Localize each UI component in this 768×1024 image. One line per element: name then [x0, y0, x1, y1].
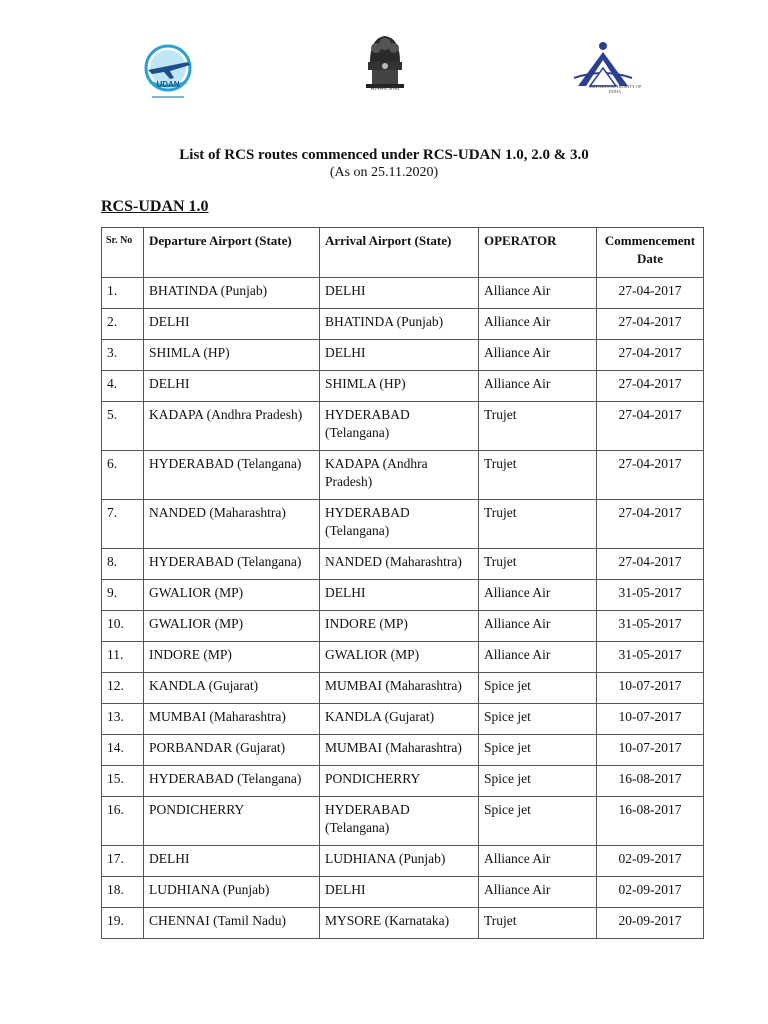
- cell-sr-no: 2.: [102, 309, 144, 340]
- cell-operator: Alliance Air: [479, 580, 597, 611]
- cell-departure: DELHI: [144, 846, 320, 877]
- cell-departure: BHATINDA (Punjab): [144, 278, 320, 309]
- cell-arrival: HYDERABAD (Telangana): [320, 402, 479, 451]
- cell-arrival: BHATINDA (Punjab): [320, 309, 479, 340]
- table-row: [102, 451, 704, 500]
- header-departure: Departure Airport (State): [144, 228, 320, 278]
- table-row: [102, 642, 704, 673]
- cell-date: 10-07-2017: [597, 673, 704, 704]
- cell-date: 10-07-2017: [597, 704, 704, 735]
- cell-arrival: KADAPA (Andhra Pradesh): [320, 451, 479, 500]
- cell-arrival: DELHI: [320, 340, 479, 371]
- cell-date: 27-04-2017: [597, 340, 704, 371]
- cell-sr-no: 10.: [102, 611, 144, 642]
- cell-sr-no: 7.: [102, 500, 144, 549]
- table-row: [102, 611, 704, 642]
- cell-sr-no: 4.: [102, 371, 144, 402]
- cell-sr-no: 9.: [102, 580, 144, 611]
- cell-operator: Alliance Air: [479, 340, 597, 371]
- cell-sr-no: 6.: [102, 451, 144, 500]
- cell-departure: GWALIOR (MP): [144, 580, 320, 611]
- cell-arrival: PONDICHERRY: [320, 766, 479, 797]
- table-row: [102, 402, 704, 451]
- cell-date: 10-07-2017: [597, 735, 704, 766]
- table-row: [102, 877, 704, 908]
- cell-sr-no: 15.: [102, 766, 144, 797]
- cell-operator: Alliance Air: [479, 611, 597, 642]
- cell-date: 27-04-2017: [597, 278, 704, 309]
- cell-arrival: DELHI: [320, 580, 479, 611]
- cell-sr-no: 11.: [102, 642, 144, 673]
- svg-text:UDAN: UDAN: [156, 80, 180, 89]
- cell-date: 20-09-2017: [597, 908, 704, 939]
- cell-arrival: NANDED (Maharashtra): [320, 549, 479, 580]
- cell-arrival: DELHI: [320, 278, 479, 309]
- cell-operator: Spice jet: [479, 704, 597, 735]
- cell-sr-no: 1.: [102, 278, 144, 309]
- cell-operator: Alliance Air: [479, 278, 597, 309]
- cell-operator: Alliance Air: [479, 309, 597, 340]
- cell-operator: Alliance Air: [479, 642, 597, 673]
- cell-departure: LUDHIANA (Punjab): [144, 877, 320, 908]
- table-row: [102, 908, 704, 939]
- cell-operator: Alliance Air: [479, 877, 597, 908]
- cell-sr-no: 5.: [102, 402, 144, 451]
- table-row: [102, 673, 704, 704]
- table-row: [102, 278, 704, 309]
- emblem-caption: सत्यमेव जयते: [370, 86, 400, 92]
- aai-caption: AIRPORTS AUTHORITY OF INDIA: [588, 84, 642, 94]
- cell-departure: SHIMLA (HP): [144, 340, 320, 371]
- cell-sr-no: 18.: [102, 877, 144, 908]
- header-sr-no: Sr. No: [102, 228, 144, 278]
- table-row: [102, 766, 704, 797]
- table-row: [102, 309, 704, 340]
- cell-operator: Alliance Air: [479, 371, 597, 402]
- cell-departure: INDORE (MP): [144, 642, 320, 673]
- cell-date: 16-08-2017: [597, 797, 704, 846]
- cell-departure: HYDERABAD (Telangana): [144, 766, 320, 797]
- cell-sr-no: 16.: [102, 797, 144, 846]
- cell-departure: KANDLA (Gujarat): [144, 673, 320, 704]
- cell-operator: Trujet: [479, 549, 597, 580]
- header-commencement-date: Commencement Date: [597, 228, 704, 278]
- cell-date: 31-05-2017: [597, 642, 704, 673]
- table-row: [102, 797, 704, 846]
- cell-date: 31-05-2017: [597, 611, 704, 642]
- document-title: List of RCS routes commenced under RCS-UDAN 1.0, 2.0 & 3.0: [179, 147, 589, 163]
- cell-operator: Trujet: [479, 402, 597, 451]
- cell-arrival: LUDHIANA (Punjab): [320, 846, 479, 877]
- cell-departure: HYDERABAD (Telangana): [144, 451, 320, 500]
- cell-sr-no: 17.: [102, 846, 144, 877]
- table-row: [102, 580, 704, 611]
- cell-operator: Spice jet: [479, 673, 597, 704]
- table-row: [102, 500, 704, 549]
- cell-date: 27-04-2017: [597, 500, 704, 549]
- cell-departure: DELHI: [144, 309, 320, 340]
- cell-date: 02-09-2017: [597, 846, 704, 877]
- table-row: [102, 340, 704, 371]
- table-row: [102, 846, 704, 877]
- cell-arrival: GWALIOR (MP): [320, 642, 479, 673]
- header-arrival: Arrival Airport (State): [320, 228, 479, 278]
- cell-arrival: MYSORE (Karnataka): [320, 908, 479, 939]
- cell-operator: Spice jet: [479, 766, 597, 797]
- cell-date: 02-09-2017: [597, 877, 704, 908]
- cell-arrival: HYDERABAD (Telangana): [320, 500, 479, 549]
- cell-arrival: MUMBAI (Maharashtra): [320, 673, 479, 704]
- table-row: [102, 371, 704, 402]
- cell-sr-no: 8.: [102, 549, 144, 580]
- cell-operator: Trujet: [479, 908, 597, 939]
- cell-operator: Spice jet: [479, 797, 597, 846]
- cell-date: 27-04-2017: [597, 309, 704, 340]
- table-header-row: [102, 228, 704, 278]
- cell-arrival: DELHI: [320, 877, 479, 908]
- cell-departure: HYDERABAD (Telangana): [144, 549, 320, 580]
- routes-table: [101, 227, 704, 939]
- cell-operator: Alliance Air: [479, 846, 597, 877]
- cell-departure: PONDICHERRY: [144, 797, 320, 846]
- cell-operator: Trujet: [479, 500, 597, 549]
- cell-departure: KADAPA (Andhra Pradesh): [144, 402, 320, 451]
- table-row: [102, 704, 704, 735]
- cell-arrival: SHIMLA (HP): [320, 371, 479, 402]
- cell-operator: Spice jet: [479, 735, 597, 766]
- cell-departure: GWALIOR (MP): [144, 611, 320, 642]
- cell-date: 16-08-2017: [597, 766, 704, 797]
- document-subtitle: (As on 25.11.2020): [329, 165, 439, 180]
- table-row: [102, 735, 704, 766]
- header-operator: OPERATOR: [479, 228, 597, 278]
- cell-operator: Trujet: [479, 451, 597, 500]
- cell-date: 27-04-2017: [597, 549, 704, 580]
- cell-date: 27-04-2017: [597, 402, 704, 451]
- cell-departure: PORBANDAR (Gujarat): [144, 735, 320, 766]
- cell-departure: NANDED (Maharashtra): [144, 500, 320, 549]
- cell-arrival: INDORE (MP): [320, 611, 479, 642]
- cell-departure: MUMBAI (Maharashtra): [144, 704, 320, 735]
- cell-sr-no: 12.: [102, 673, 144, 704]
- cell-sr-no: 13.: [102, 704, 144, 735]
- cell-departure: CHENNAI (Tamil Nadu): [144, 908, 320, 939]
- udan-logo: [140, 44, 196, 106]
- cell-arrival: HYDERABAD (Telangana): [320, 797, 479, 846]
- cell-date: 27-04-2017: [597, 371, 704, 402]
- table-row: [102, 549, 704, 580]
- cell-sr-no: 3.: [102, 340, 144, 371]
- cell-sr-no: 19.: [102, 908, 144, 939]
- cell-sr-no: 14.: [102, 735, 144, 766]
- cell-date: 27-04-2017: [597, 451, 704, 500]
- cell-date: 31-05-2017: [597, 580, 704, 611]
- section-heading: RCS-UDAN 1.0: [101, 198, 209, 215]
- cell-arrival: KANDLA (Gujarat): [320, 704, 479, 735]
- cell-departure: DELHI: [144, 371, 320, 402]
- cell-arrival: MUMBAI (Maharashtra): [320, 735, 479, 766]
